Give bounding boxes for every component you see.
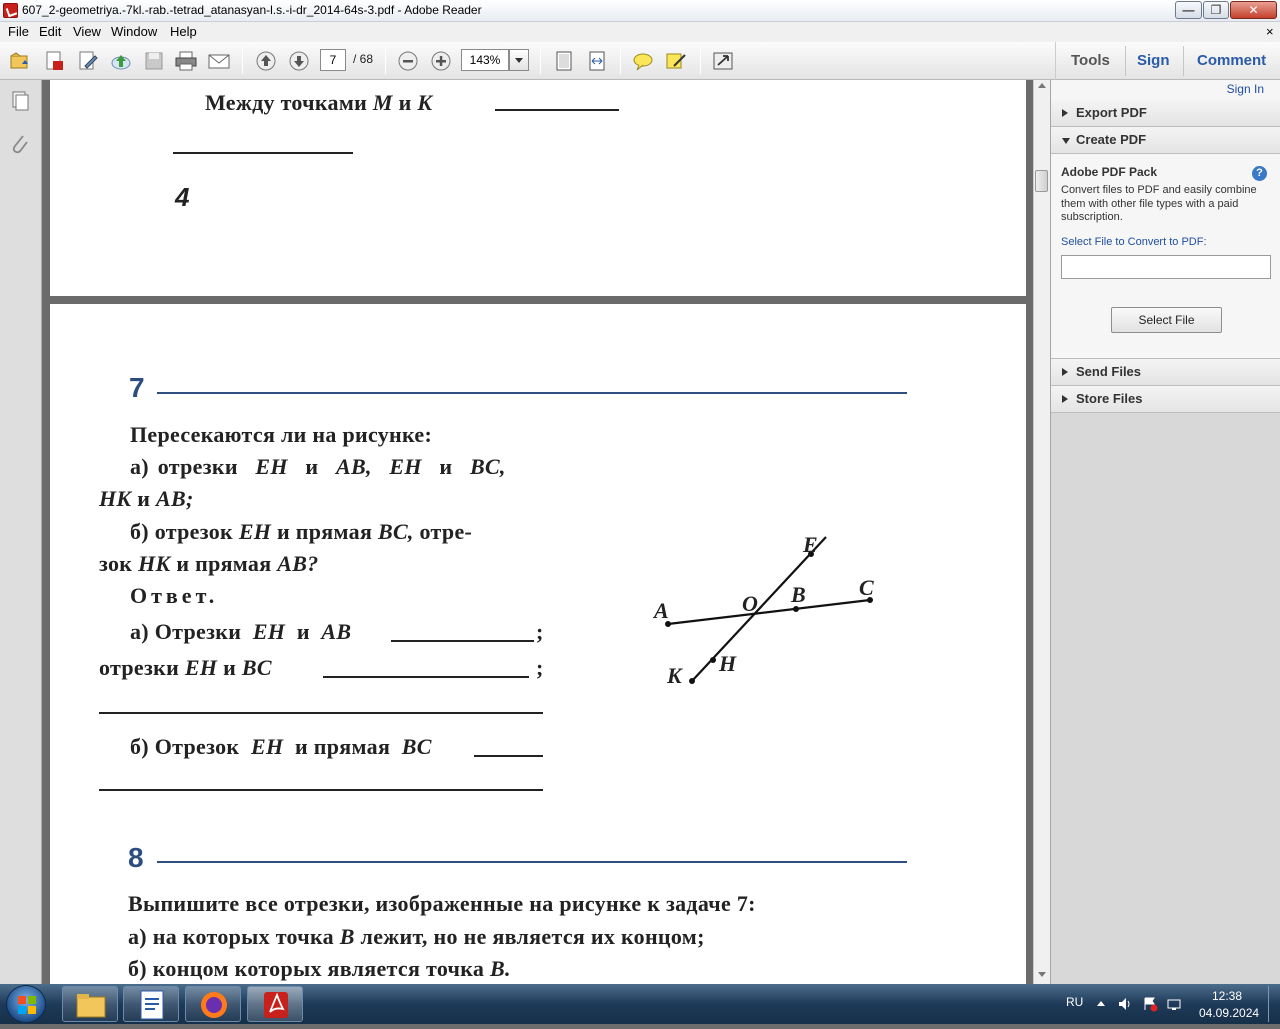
document-icon	[124, 987, 180, 1023]
pdf-page-current	[50, 304, 1026, 984]
zoom-out-icon[interactable]	[396, 50, 420, 72]
task-7-ans-a: а) Отрезки EH и AB	[130, 619, 352, 644]
pdf-pack-description: Convert files to PDF and easily combine them with other file types with a paid subscription.	[1061, 184, 1257, 223]
folder-icon	[63, 987, 119, 1023]
zoom-level-input[interactable]: 143%	[461, 49, 509, 71]
start-button[interactable]	[6, 985, 46, 1023]
document-close-icon[interactable]: ×	[1266, 24, 1274, 39]
export-pdf-section[interactable]: Export PDF	[1051, 100, 1280, 127]
prev-page-line: Между точками M и K	[205, 90, 433, 115]
task-7-answer-label: Ответ.	[130, 583, 219, 608]
tools-pane	[1050, 80, 1280, 984]
upload-cloud-icon[interactable]	[109, 50, 133, 72]
highlight-icon[interactable]	[664, 50, 688, 72]
adobe-reader-icon	[248, 987, 304, 1023]
select-file-label: Select File to Convert to PDF:	[1061, 236, 1207, 248]
tab-sign[interactable]: Sign	[1137, 52, 1170, 69]
attachments-icon[interactable]	[9, 132, 31, 156]
point-h	[710, 657, 716, 663]
menu-window[interactable]: Window	[111, 24, 158, 39]
ans-a2-semicolon: ;	[536, 655, 544, 680]
minimize-button[interactable]: —	[1175, 1, 1202, 19]
menu-help[interactable]: Help	[170, 24, 197, 39]
label-o: O	[742, 591, 759, 616]
menu-view[interactable]: View	[73, 24, 101, 39]
task-7-a-line2: HK и AB;	[99, 486, 194, 511]
document-view[interactable]	[43, 80, 1033, 984]
chevron-down-icon	[1062, 138, 1070, 144]
taskbar-explorer[interactable]	[62, 986, 118, 1022]
action-center-icon[interactable]	[1142, 996, 1158, 1012]
task-7-b-line1: б) отрезок EH и прямая BC, отре-	[130, 519, 473, 544]
task-7-b-line2: зок HK и прямая AB?	[99, 551, 319, 576]
task-7-question: Пересекаются ли на рисунке:	[130, 422, 433, 447]
network-icon[interactable]	[1166, 996, 1182, 1012]
task-8-line1: Выпишите все отрезки, изображенные на рисунке к задаче 7:	[128, 891, 756, 916]
clock-date[interactable]: 04.09.2024	[1199, 1006, 1260, 1020]
previous-page-icon[interactable]	[254, 50, 278, 72]
menu-bar	[0, 22, 1280, 42]
close-button[interactable]: ✕	[1230, 1, 1277, 19]
full-screen-icon[interactable]	[711, 50, 735, 72]
ans-a-semicolon: ;	[536, 619, 544, 644]
menu-file[interactable]: File	[8, 24, 29, 39]
task-7-ans-b: б) Отрезок EH и прямая BC	[130, 734, 432, 759]
file-path-input[interactable]	[1061, 255, 1271, 279]
zoom-dropdown-icon[interactable]	[509, 49, 529, 71]
sign-in-link[interactable]: Sign In	[1226, 82, 1264, 96]
vertical-scrollbar[interactable]	[1033, 80, 1050, 984]
navigation-pane	[0, 80, 42, 984]
task-7-ans-a2: отрезки EH и BC	[99, 655, 272, 680]
task-7-number: 7	[129, 372, 145, 403]
email-icon[interactable]	[207, 50, 231, 72]
edit-document-icon[interactable]	[76, 50, 100, 72]
send-files-section[interactable]: Send Files	[1051, 359, 1280, 386]
page-total: / 68	[353, 52, 374, 66]
taskbar-firefox[interactable]	[185, 986, 241, 1022]
pdf-pack-title: Adobe PDF Pack	[1061, 165, 1158, 179]
menu-edit[interactable]: Edit	[39, 24, 62, 39]
next-page-icon[interactable]	[287, 50, 311, 72]
open-icon[interactable]	[8, 50, 32, 72]
toolbar	[0, 42, 1280, 80]
show-desktop-button[interactable]	[1268, 986, 1278, 1022]
label-b: B	[791, 582, 806, 607]
show-hidden-icons-icon[interactable]	[1097, 1001, 1105, 1006]
create-pdf-icon[interactable]	[42, 50, 66, 72]
window-title: 607_2-geometriya.-7kl.-rab.-tetrad_atanasyan-l.s.-i-dr_2014-64s-3.pdf - Adobe Reader	[22, 3, 482, 17]
zoom-in-icon[interactable]	[429, 50, 453, 72]
language-indicator[interactable]: RU	[1066, 995, 1084, 1009]
store-files-section[interactable]: Store Files	[1051, 386, 1280, 413]
label-e: E	[803, 532, 818, 557]
task-8-line2: а) на которых точка B лежит, но не является их концом;	[128, 924, 705, 949]
help-icon[interactable]: ?	[1252, 166, 1267, 181]
task-8-line3: б) концом которых является точка B.	[128, 956, 511, 981]
scrollbar-thumb[interactable]	[1035, 170, 1048, 192]
scroll-up-icon[interactable]	[1038, 83, 1046, 88]
title-bar	[0, 0, 1280, 22]
label-a: A	[654, 598, 669, 623]
restore-button[interactable]: ❐	[1203, 1, 1229, 19]
adobe-reader-icon	[3, 3, 18, 18]
select-file-button[interactable]: Select File	[1111, 307, 1222, 333]
label-h: H	[719, 651, 737, 676]
page-number-input[interactable]: 7	[320, 49, 346, 71]
taskbar-adobe-reader[interactable]	[247, 986, 303, 1022]
clock-time[interactable]: 12:38	[1212, 989, 1243, 1003]
comment-icon[interactable]	[631, 50, 655, 72]
page-thumbnails-icon[interactable]	[9, 90, 31, 112]
label-k: K	[667, 663, 682, 688]
fit-width-icon[interactable]	[585, 50, 609, 72]
tab-comment[interactable]: Comment	[1197, 52, 1267, 69]
pdf-page-previous	[50, 80, 1026, 296]
firefox-icon	[186, 987, 242, 1023]
chevron-right-icon	[1062, 395, 1068, 403]
task-7-a-line1: а) отрезки EH и AB, EH и BC,	[130, 454, 506, 479]
fit-page-icon[interactable]	[552, 50, 576, 72]
windows-taskbar	[0, 984, 1280, 1024]
adobe-pdf-pack-panel	[1051, 154, 1280, 359]
chevron-right-icon	[1062, 109, 1068, 117]
point-k	[689, 678, 695, 684]
taskbar-writer[interactable]	[123, 986, 179, 1022]
volume-icon[interactable]	[1117, 996, 1133, 1012]
create-pdf-section[interactable]: Create PDF	[1051, 127, 1280, 154]
save-icon[interactable]	[142, 50, 166, 72]
chevron-right-icon	[1062, 368, 1068, 376]
tab-tools[interactable]: Tools	[1071, 52, 1110, 69]
task-8-number: 8	[128, 842, 144, 873]
prev-item-number: 4	[175, 182, 190, 212]
scroll-down-icon[interactable]	[1038, 972, 1046, 977]
print-icon[interactable]	[174, 50, 198, 72]
windows-logo-icon	[7, 986, 47, 1024]
label-c: C	[859, 575, 874, 600]
